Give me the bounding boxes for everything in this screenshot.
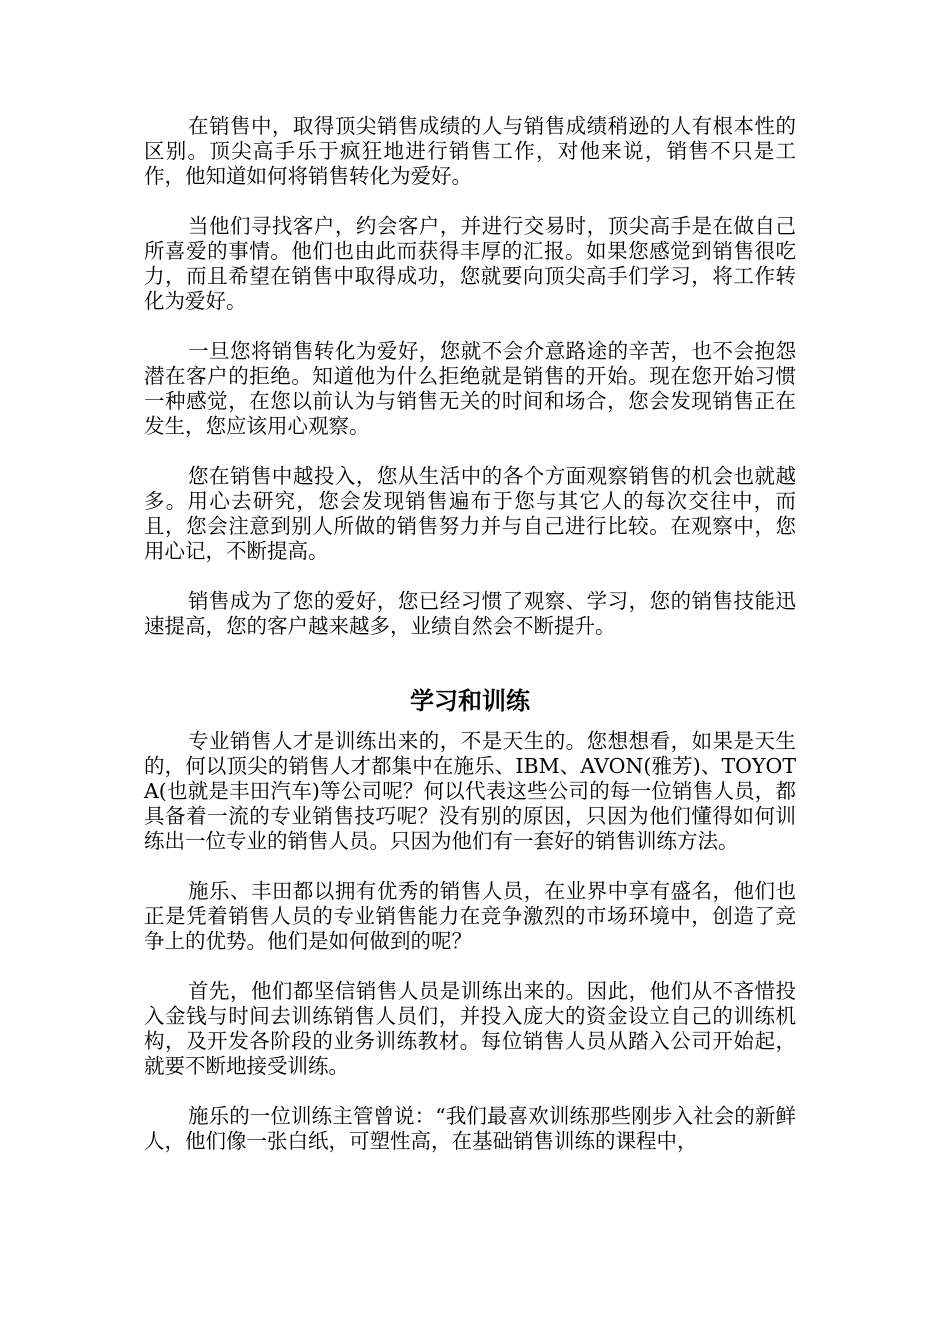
paragraph: 一旦您将销售转化为爱好，您就不会介意路途的辛苦，也不会抱怨潜在客户的拒绝。知道他为什么拒绝就是销售的开始。现在您开始习惯一种感觉，在您以前认为与销售无关的时间和场合，您会发现销售正在发生，您应该用心观察。: [144, 339, 796, 438]
paragraph: 当他们寻找客户，约会客户，并进行交易时，顶尖高手是在做自己所喜爱的事情。他们也由此而获得丰厚的汇报。如果您感觉到销售很吃力，而且希望在销售中取得成功，您就要向顶尖高手们学习，将工作转化为爱好。: [144, 214, 796, 313]
paragraph: 专业销售人才是训练出来的，不是天生的。您想想看，如果是天生的，何以顶尖的销售人才都集中在施乐、IBM、AVON(雅芳)、TOYOTA(也就是丰田汽车)等公司呢？何以代表这些公司的每一位销售人员，都具备着一流的专业销售技巧呢？没有别的原因，只因为他们懂得如何训练出一位专业的销售人员。只因为他们有一套好的销售训练方法。: [144, 729, 796, 853]
paragraph: 施乐、丰田都以拥有优秀的销售人员，在业界中享有盛名，他们也正是凭着销售人员的专业销售能力在竞争激烈的市场环境中，创造了竞争上的优势。他们是如何做到的呢？: [144, 879, 796, 953]
paragraph: 在销售中，取得顶尖销售成绩的人与销售成绩稍逊的人有根本性的区别。顶尖高手乐于疯狂地进行销售工作，对他来说，销售不只是工作，他知道如何将销售转化为爱好。: [144, 114, 796, 188]
paragraph: 您在销售中越投入，您从生活中的各个方面观察销售的机会也就越多。用心去研究，您会发现销售遍布于您与其它人的每次交往中，而且，您会注意到别人所做的销售努力并与自己进行比较。在观察中，您用心记，不断提高。: [144, 464, 796, 563]
paragraph: 首先，他们都坚信销售人员是训练出来的。因此，他们从不吝惜投入金钱与时间去训练销售人员们，并投入庞大的资金设立自己的训练机构，及开发各阶段的业务训练教材。每位销售人员从踏入公司开始起，就要不断地接受训练。: [144, 979, 796, 1078]
section-heading: 学习和训练: [410, 687, 530, 715]
paragraph: 销售成为了您的爱好，您已经习惯了观察、学习，您的销售技能迅速提高，您的客户越来越多，业绩自然会不断提升。: [144, 589, 796, 638]
document-body: [144, 114, 796, 1179]
paragraph: 施乐的一位训练主管曾说：“我们最喜欢训练那些刚步入社会的新鲜人，他们像一张白纸，可塑性高，在基础销售训练的课程中，: [144, 1104, 796, 1153]
